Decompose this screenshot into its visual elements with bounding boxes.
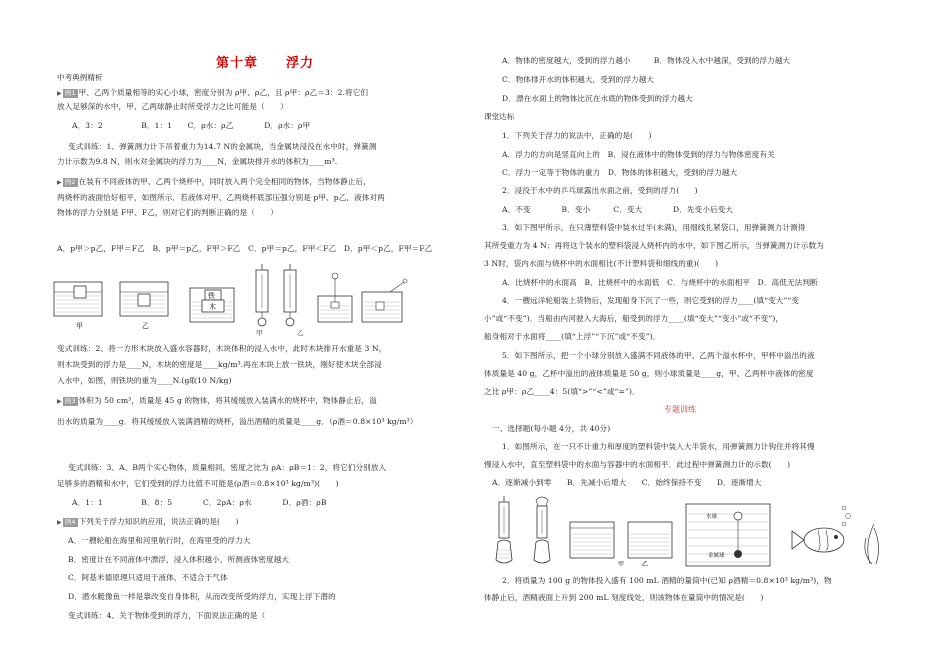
question-2: 2．浸没于水中的乒乓球露出水面之前，受到的浮力( ) — [502, 186, 698, 195]
figure-caption-jia: 甲 — [256, 329, 263, 337]
fish-icon — [792, 506, 879, 564]
figure-caption-yi: 乙 — [297, 329, 304, 337]
problem-2-line-1: 2．将质量为 100 g 的物体投入盛有 100 mL 酒精的量筒中(已知 ρ酒精＝0.8×10³ kg/m³)，物 — [502, 576, 832, 585]
marker-icon: ▶ — [57, 90, 62, 97]
example-2-line-1: ▶ 例2 在装有不同液体的甲、乙两个烧杯中，同时放入两个完全相同的物体，当物体静止后， — [57, 177, 371, 186]
section-heading: 中考典例精析 — [57, 73, 103, 82]
variant-2-line-1: 变式训练：2、将一方形木块放入盛水容器时，木块体积的浸入水中，此时木块排开水重是 3 N， — [57, 344, 387, 353]
example-1-options: A．3：2 B．1：1 C．ρ水：ρ乙 D．ρ水：ρ甲 — [72, 121, 311, 130]
svg-text:水球: 水球 — [706, 514, 718, 520]
example-4-line-1: ▶ 例4 下列关于浮力知识的应用，说法正确的是( ) — [57, 517, 239, 526]
figure-label: 乙 — [142, 322, 149, 330]
figure-beakers-floating — [50, 262, 480, 332]
example-4-option-b: B．密度计在不同液体中漂浮，浸入体积越小，所测液体密度越大 — [68, 555, 290, 564]
question-3-options: A．比烧杯中的水面高 B．比烧杯中的水面低 C．与烧杯中的水面相平 D．高低无法判断 — [502, 278, 818, 287]
part-1-heading: 一、选择题(每小题 4分，共 40分) — [492, 424, 611, 433]
question-1-options-cd: C．浮力一定等于物体的重力 D．物体的体积越大，受到的浮力越大 — [502, 168, 738, 177]
section-heading: 课堂达标 — [484, 112, 515, 121]
variant-3-line-1: 变式训练：3、A、B两个实心物体，质量相同，密度之比为 ρA：ρB＝1：2，将它们分别放入 — [68, 463, 387, 472]
example-4-option-a: A．一艘轮船在海里和河里航行时，在海里受的浮力大 — [68, 536, 251, 545]
question-3-line-2: 其所受重力为 4 N；再将这个装水的塑料袋浸入烧杯内的水中，如下图乙所示，当弹簧测力计示数为 — [484, 241, 824, 250]
example-3-line-2: 出水的质量为____g．将其缓缓放入装满酒精的烧杯，溢出酒精的质量是____g．（ρ酒＝0.8×10³ kg/m³） — [57, 417, 418, 426]
example-2-options: A．p甲＞p乙，F甲＝F乙 B．p甲＝p乙，F甲＞F乙 C．p甲＝p乙，F甲＜F乙 D．p甲＜p乙，F甲＝F乙 — [57, 244, 433, 253]
example-1-line-2: 放入足够深的水中，甲、乙两球静止时所受浮力之比可能是（ ） — [57, 102, 288, 111]
example-badge: 例2 — [64, 178, 76, 186]
example-badge: 例1 — [64, 89, 76, 97]
question-1: 1．下列关于浮力的说法中，正确的是( ) — [502, 131, 652, 140]
example-2-line-2: 两烧杯的液面恰好相平，如图所示．若液体对甲、乙两烧杯底部压强分别是 p甲、p乙，液体对两 — [57, 193, 385, 202]
section-heading-special: 专题训练 — [664, 405, 696, 414]
problem-1-line-2: 慢浸入水中，直至塑料袋中的水面与容器中的水面相平．此过程中弹簧测力计的示数( ) — [484, 460, 791, 469]
svg-text:乙: 乙 — [642, 561, 649, 568]
variant-1-line-1: 变式训练：1、弹簧测力计下吊着重力为14.7 N的金属块，当金属块浸没在水中时，弹簧测 — [68, 142, 377, 151]
problem-2-line-2: 体静止后，酒精液面上升到 200 mL 刻度线处，则该物体在量筒中的情况是( ) — [484, 593, 764, 602]
example-badge: 例3 — [64, 397, 76, 405]
example-2-line-3: 物体的浮力分别是 F甲、F乙，则对它们的判断正确的是（ ） — [57, 208, 278, 217]
variant-4-options-ab: A．物体的密度越大，受到的浮力越小 B．物体没入水中越深，受到的浮力越大 — [502, 56, 791, 65]
question-4-line-3: 船身相对于水面将____(填“上浮”“下沉”或“不变”)． — [484, 332, 661, 341]
problem-1-options: A．逐渐减小到零 B．先减小后增大 C．始终保持不变 D．逐渐增大 — [492, 478, 762, 487]
example-badge: 例4 — [64, 518, 76, 526]
variant-3-options: A．1：1 B．8：5 C．2ρA：ρ水 D．ρ酒：ρB — [72, 498, 327, 507]
question-1-options-ab: A．浮力的方向是竖直向上的 B．浸在液体中的物体受到的浮力与物体密度有关 — [502, 150, 775, 159]
question-5-line-3: 之比 ρ甲：ρ乙____4：5(填“>”“<”或“=”)． — [484, 387, 640, 396]
question-3-line-1: 3．如下图甲所示，在只薄塑料袋中装水过半(未满)，用细线扎紧袋口，用弹簧测力计测得 — [502, 223, 806, 232]
variant-3-line-2: 足够多的酒精和水中，它们受到的浮力比值不可能是(ρ酒＝0.8×10³ kg/m³)( ) — [57, 479, 339, 488]
question-5-line-2: 体质量是 40 g，乙杯中溢出的液体质量是 50 g，则小球质量是____g，甲、乙两杯中液体的密度 — [484, 369, 814, 378]
example-4-option-d: D．潜水艇像鱼一样是靠改变自身体积，从而改变所受的浮力，实现上浮下潜的 — [68, 592, 336, 601]
question-4-line-2: 小”或“不变”)．当船由内河驶入大海后，船受到的浮力____(填“变大”“变小”或“不变”)， — [484, 314, 784, 323]
variant-2-line-2: 则木块受到的浮力是____N，木块的密度是____kg/m³.再在木块上放一铁块，刚好使木块全部浸 — [57, 360, 382, 369]
marker-icon: ▶ — [57, 179, 62, 186]
question-5-line-1: 5．如下图所示，把一个小球分别放入盛满不同液体的甲、乙两个溢水杯中，甲杯中溢出的液 — [502, 351, 815, 360]
figure-label: 甲 — [76, 322, 83, 330]
question-2-options: A．不变 B．变小 C．变大 D．先变小后变大 — [502, 205, 734, 214]
page-title: 第十章 浮力 — [216, 56, 315, 71]
variant-1-line-2: 力计示数为9.8 N，则水对金属块的浮力为____N，金属块排开水的体积为____m³. — [57, 157, 338, 166]
question-4-line-1: 4．一艘远洋轮船装上货物后，发现船身下沉了一些，则它受到的浮力____(填“变大”“变 — [502, 296, 800, 305]
variant-4-option-d: D．漂在水面上的物体比沉在水底的物体受到的浮力越大 — [502, 94, 693, 103]
example-4-option-c: C．阿基米德原理只适用于液体，不适合于气体 — [68, 573, 228, 582]
example-1-line-1: ▶ 例1 甲、乙两个质量相等的实心小球，密度分别为 ρ甲、ρ乙，且 ρ甲：ρ乙＝3：2.将它们 — [57, 88, 369, 97]
variant-2-line-3: 入水中，如图，则铁块的重为____N.(g取10 N/kg) — [57, 376, 232, 385]
question-3-line-3: 3 N时，袋内水面与烧杯中的水面相比(不计塑料袋和细线的重)( ) — [484, 259, 719, 268]
figure-bag-and-fish — [492, 494, 932, 574]
marker-icon: ▶ — [57, 398, 62, 405]
variant-4-line-1: 变式训练：4、关于物体受到的浮力，下面说法正确的是（ — [68, 611, 266, 620]
example-3-line-1: ▶ 例3 体积为 50 cm³，质量是 45 g 的物体，将其缓缓放入装满水的烧杯中，物体静止后，溢 — [57, 396, 377, 405]
svg-text:木: 木 — [209, 303, 216, 311]
variant-4-option-c: C．物体排开水的体积越大，受到的浮力越大 — [502, 75, 655, 84]
marker-icon: ▶ — [57, 519, 62, 526]
svg-text:甲: 甲 — [618, 561, 625, 568]
svg-text:金属球: 金属球 — [708, 553, 725, 559]
svg-text:铁: 铁 — [208, 292, 215, 300]
problem-1-line-1: 1．如图所示，在一只不计重力和厚度的塑料袋中装入大半袋水，用弹簧测力计钩住并将其慢 — [502, 442, 815, 451]
